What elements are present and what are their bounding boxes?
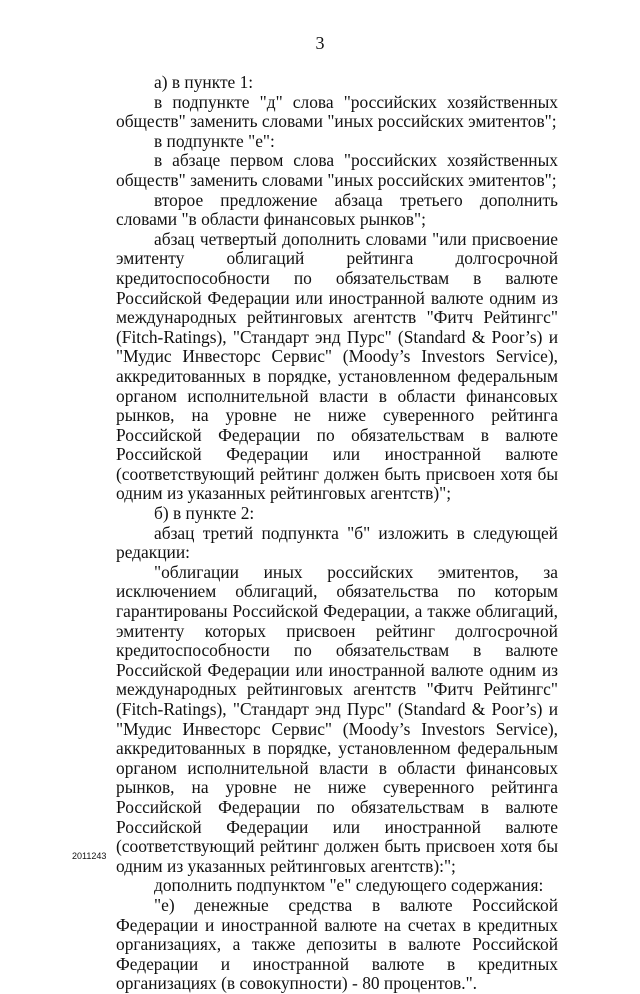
paragraph-second-sentence: второе предложение абзаца третьего дополнить словами "в области финансовых рынков"; [116,189,558,230]
page-number: 3 [315,33,325,53]
paragraph-fourth-indent: абзац четвертый дополнить словами "или присвоение эмитенту облигаций рейтинга долгосрочной кредитоспособности по обязательствам в валюте Российской Федерации или иностранной валюте одним из международных рейтинговых агентств "Фитч Рейтингс" (Fitch-Ratings), "Стандарт энд Пурс" (Standard & Poor’s) и "Мудис Инвесторс Сервис" (Moody’s Investors Service), аккредитованных в порядке, установленном федеральным органом исполнительной власти в области финансовых рынков, на уровне не ниже суверенного рейтинга Российской Федерации по обязательствам в валюте Российской Федерации или иностранной валюте (соответствующий рейтинг должен быть присвоен хотя бы одним из указанных рейтинговых агентств)"; [116,228,558,504]
document-code: 2011243 [72,851,107,861]
document-body [116,73,558,994]
paragraph-third-indent-b: абзац третий подпункта "б" изложить в следующей редакции: [116,522,558,563]
paragraph-subclause-d: в подпункте "д" слова "российских хозяйственных обществ" заменить словами "иных российских эмитентов"; [116,91,558,132]
paragraph-subclause-e-content: "е) денежные средства в валюте Российской Федерации и иностранной валюте на счетах в кредитных организациях, а также депозиты в валюте Российской Федерации и иностранной валюте в кредитных организациях (в совокупности) - 80 процентов.". [116,894,558,994]
paragraph-clause-b: б) в пункте 2: [154,503,255,524]
paragraph-new-wording: "облигации иных российских эмитентов, за исключением облигаций, обязательства по которым гарантированы Российской Федерации, а также облигаций, эмитенту которых присвоен рейтинг долгосрочной кредитоспособности по обязательствам в валюте Российской Федерации или иностранной валюте одним из международных рейтинговых агентств "Фитч Рейтингс" (Fitch-Ratings), "Стандарт энд Пурс" (Standard & Poor’s) и "Мудис Инвесторс Сервис" (Moody’s Investors Service), аккредитованных в порядке, установленном федеральным органом исполнительной власти в области финансовых рынков, на уровне не ниже суверенного рейтинга Российской Федерации по обязательствам в валюте Российской Федерации или иностранной валюте (соответствующий рейтинг должен быть присвоен хотя бы одним из указанных рейтинговых агентств):"; [116,561,558,876]
paragraph-subclause-e-heading: в подпункте "е": [154,130,275,151]
paragraph-first-indent: в абзаце первом слова "российских хозяйственных обществ" заменить словами "иных российских эмитентов"; [116,150,558,190]
paragraph-add-subclause-e: дополнить подпунктом "е" следующего содержания: [154,875,544,896]
paragraph-clause-a: а) в пункте 1: [154,72,254,92]
